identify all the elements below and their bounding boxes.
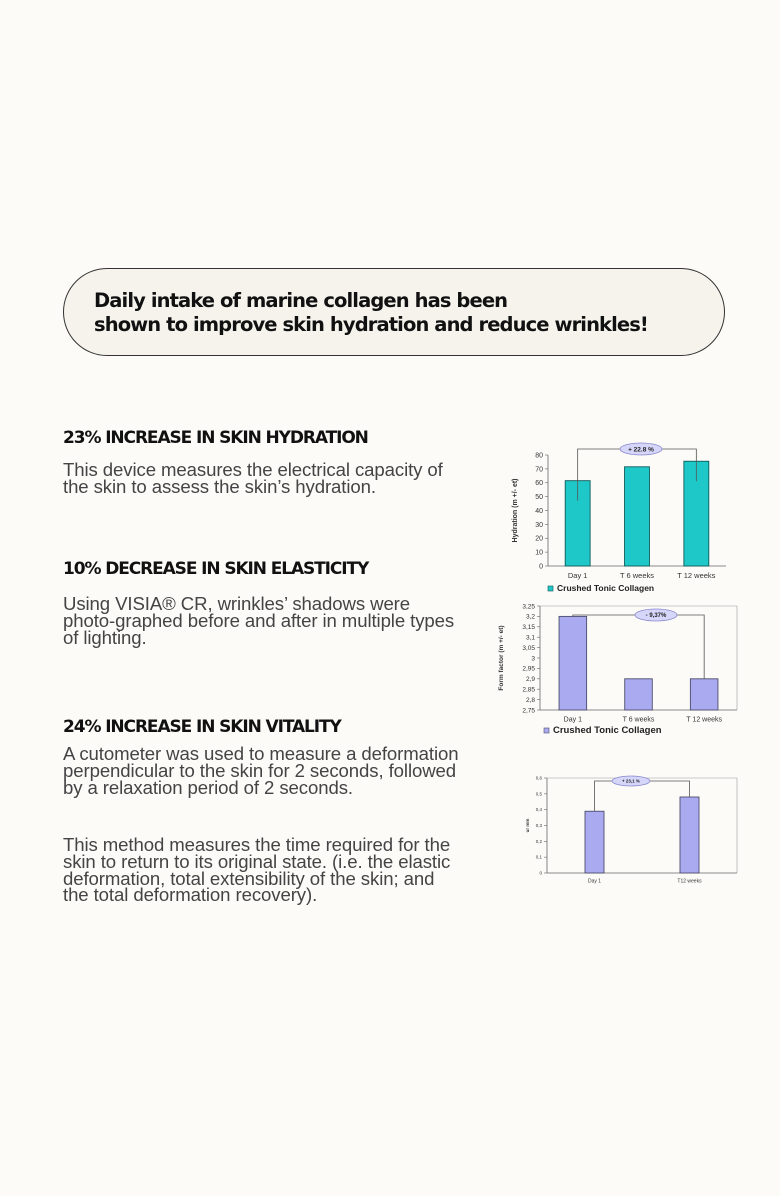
y-tick-label: 0 <box>539 563 543 571</box>
vitality-text-1: A cutometer was used to measure a deformation perpendicular to the skin for 2 seconds, followed by a relaxation period of 2 seconds. <box>63 743 459 798</box>
y-tick-label: 3,1 <box>525 634 535 642</box>
y-tick-label: 2,95 <box>522 665 535 673</box>
vitality-heading: 24% INCREASE IN SKIN VITALITY <box>63 717 341 737</box>
change-annotation: + 23,1 % <box>622 778 640 784</box>
y-axis-label: Form factor (m +/- et) <box>498 625 505 691</box>
y-tick-label: 3 <box>531 655 535 663</box>
y-axis-label: ur mm <box>525 818 530 833</box>
y-tick-label: 0,4 <box>535 807 542 813</box>
hydration-heading: 23% INCREASE IN SKIN HYDRATION <box>63 428 368 448</box>
y-tick-label: 50 <box>535 494 543 502</box>
bar-3 <box>690 679 718 710</box>
y-tick-label: 0,2 <box>535 838 542 844</box>
y-tick-label: 80 <box>535 452 543 460</box>
y-axis-label: Hydration (m +/- et) <box>512 478 519 543</box>
bar-2 <box>625 467 650 566</box>
y-tick-label: 70 <box>535 466 543 474</box>
y-tick-label: 0,6 <box>535 775 542 781</box>
y-tick-label: 0,3 <box>535 823 542 829</box>
bar-2 <box>680 797 699 873</box>
y-tick-label: 40 <box>535 507 543 515</box>
y-tick-label: 0 <box>539 870 542 876</box>
x-tick-label: T 12 weeks <box>686 716 723 724</box>
x-tick-label: Day 1 <box>567 571 588 580</box>
hydration-text: This device measures the electrical capacity of the skin to assess the skin’s hydration. <box>63 459 443 497</box>
y-tick-label: 0,1 <box>535 854 542 860</box>
legend-swatch <box>544 728 549 733</box>
hydration-chart <box>500 440 740 600</box>
elasticity-text: Using VISIA® CR, wrinkles’ shadows were photo-graphed before and after in multiple types of lighting. <box>63 593 455 648</box>
y-tick-label: 3,15 <box>522 624 535 632</box>
y-tick-label: 10 <box>535 549 543 557</box>
headline-banner <box>63 268 725 356</box>
bar-1 <box>585 811 604 873</box>
legend-swatch <box>548 586 553 591</box>
change-bracket <box>573 615 704 679</box>
y-tick-label: 2,8 <box>525 696 535 704</box>
x-tick-label: Day 1 <box>563 716 582 724</box>
x-tick-label: T 6 weeks <box>619 571 655 580</box>
y-tick-label: 60 <box>535 480 543 488</box>
legend-label: Crushed Tonic Collagen <box>557 583 655 593</box>
vitality-text-2: This method measures the time required for the skin to return to its original state. (i.e. the elastic deformation, total extensibility of the skin; and the total deformation recovery). <box>63 834 451 906</box>
legend-label: Crushed Tonic Collagen <box>553 725 662 736</box>
bar-2 <box>625 679 653 710</box>
elasticity-heading: 10% DECREASE IN SKIN ELASTICITY <box>63 559 369 579</box>
change-annotation: - 9,37% <box>645 613 667 620</box>
y-tick-label: 2,85 <box>522 686 535 694</box>
bar-1 <box>559 616 587 710</box>
x-tick-label: T 12 weeks <box>677 571 716 580</box>
change-bracket <box>595 778 690 811</box>
elasticity-chart <box>495 600 750 740</box>
y-tick-label: 3,2 <box>525 613 535 621</box>
y-tick-label: 20 <box>535 535 543 543</box>
y-tick-label: 0,5 <box>535 791 542 797</box>
y-tick-label: 3,05 <box>522 644 535 652</box>
x-tick-label: T 6 weeks <box>622 716 655 724</box>
headline-line-2: shown to improve skin hydration and reduce wrinkles! <box>94 313 648 336</box>
y-tick-label: 2,75 <box>522 707 535 715</box>
y-tick-label: 3,25 <box>522 603 535 611</box>
x-tick-label: T12 weeks <box>677 878 702 885</box>
y-tick-label: 30 <box>535 521 543 529</box>
change-annotation: + 22.8 % <box>628 446 654 454</box>
x-tick-label: Day 1 <box>587 878 602 885</box>
headline-line-1: Daily intake of marine collagen has been <box>94 289 508 312</box>
y-tick-label: 2,9 <box>525 676 535 684</box>
vitality-chart <box>520 770 745 890</box>
